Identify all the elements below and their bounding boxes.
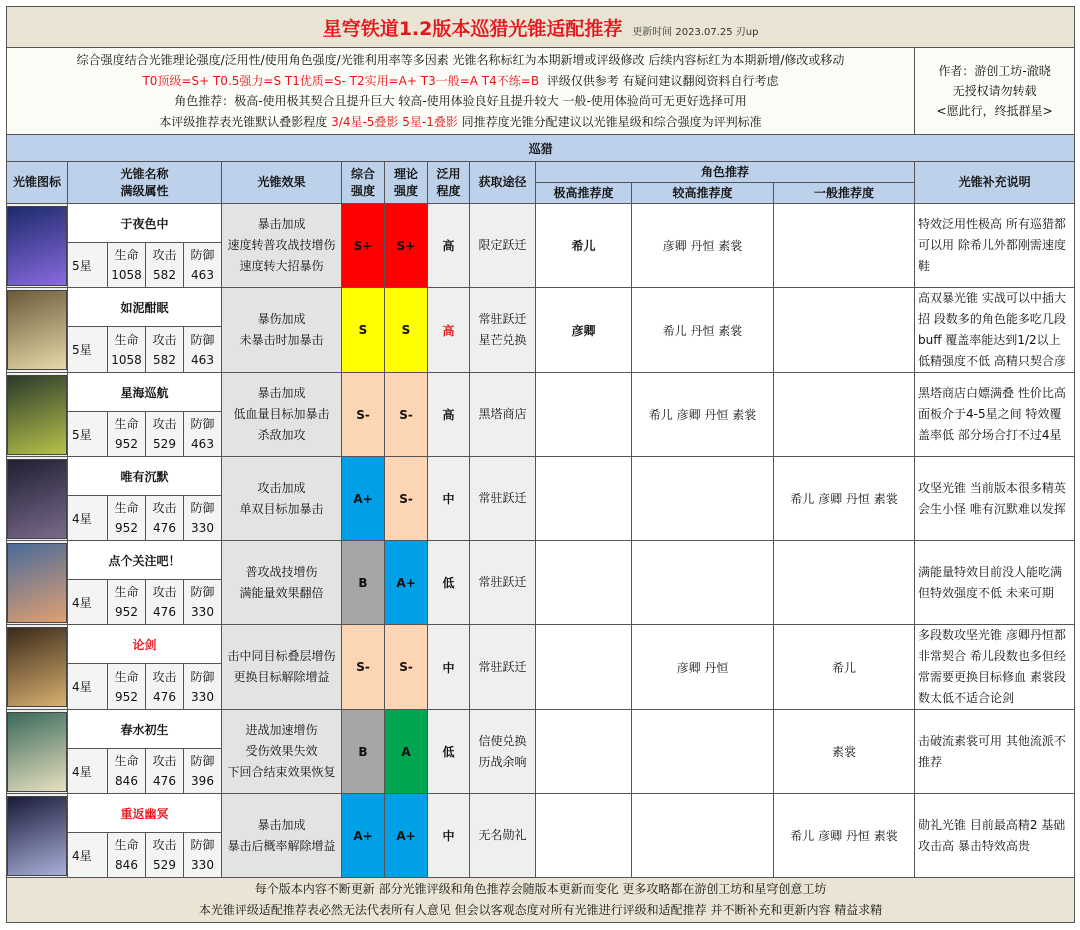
- cone-source-line: 常驻跃迁: [478, 312, 527, 326]
- info-line-3: 角色推荐：极高-使用极其契合且提升巨大 较高-使用体验良好且提升较大 一般-使用体验尚可无更好选择可用: [174, 94, 747, 108]
- cone-note-line: 数太低不适合论剑: [918, 691, 1015, 705]
- hp-stat-value: 952: [115, 521, 138, 535]
- cone-notes: [915, 288, 1075, 373]
- cone-effect-line: 下回合结束效果恢复: [227, 765, 336, 779]
- cone-effect-line: 暴击加成: [257, 217, 306, 231]
- superimpose-legend: 3/4星-5叠影 5星-1叠影: [331, 114, 458, 129]
- cone-effect-line: 杀敌加攻: [257, 428, 306, 442]
- normal-recommend: 素裳: [774, 710, 915, 794]
- title-bar: [7, 7, 1075, 48]
- hp-stat-label: 生命: [114, 501, 139, 515]
- cone-portrait-icon: [7, 796, 67, 876]
- def-stat-label: 防御: [190, 501, 215, 515]
- cone-portrait-icon: [7, 206, 67, 286]
- hp-stat-label: 生命: [114, 838, 139, 852]
- cone-notes: [915, 457, 1075, 541]
- cone-effect-line: 速度转普攻战技增伤: [227, 238, 336, 252]
- info-line-4-a: 本评级推荐表光锥默认叠影程度: [159, 114, 328, 129]
- def-stat-value: 463: [191, 268, 214, 282]
- general-rating: 中: [428, 625, 470, 710]
- hp-stat-label: 生命: [114, 248, 139, 262]
- overall-rating: B: [342, 541, 385, 625]
- cone-source: [470, 625, 536, 710]
- atk-stat: [146, 833, 184, 878]
- cone-note-line: 盖率低 部分场合打不过4星: [918, 428, 1062, 442]
- def-stat: [184, 833, 222, 878]
- cone-effect-line: 攻击加成: [257, 480, 306, 495]
- cone-notes: [915, 625, 1075, 710]
- def-stat: [184, 412, 222, 457]
- overall-rating: S-: [342, 625, 385, 710]
- high-recommend: [632, 541, 774, 625]
- atk-stat-label: 攻击: [152, 501, 177, 515]
- cone-source: [470, 288, 536, 373]
- overall-rating: S: [342, 288, 385, 373]
- cone-source: [470, 373, 536, 457]
- cone-source: [470, 794, 536, 878]
- general-rating: 低: [428, 710, 470, 794]
- cone-image-cell: [7, 541, 68, 625]
- footer-line-1: 每个版本内容不断更新 部分光锥评级和角色推荐会随版本更新而变化 更多攻略都在游创工坊和星穹创意工坊: [254, 882, 827, 896]
- def-stat-value: 330: [191, 689, 214, 704]
- cone-image-cell: [7, 204, 68, 288]
- def-stat-label: 防御: [190, 585, 215, 599]
- def-stat-value: 330: [191, 605, 214, 619]
- cone-notes: [915, 710, 1075, 794]
- info-line-4: [7, 112, 914, 133]
- high-recommend: 彦卿 丹恒: [632, 625, 774, 710]
- def-stat-label: 防御: [190, 838, 215, 852]
- theory-rating: S-: [385, 625, 428, 710]
- very-high-recommend: 希儿: [536, 204, 632, 288]
- cone-row: [7, 457, 1075, 496]
- atk-stat-label: 攻击: [152, 417, 177, 431]
- high-recommend: 彦卿 丹恒 素裳: [632, 204, 774, 288]
- def-stat: [184, 496, 222, 541]
- cone-image-cell: [7, 625, 68, 710]
- hp-stat: [108, 749, 146, 794]
- cone-source: [470, 541, 536, 625]
- cone-effect: [222, 710, 342, 794]
- atk-stat-value: 529: [153, 437, 176, 451]
- normal-recommend: [774, 288, 915, 373]
- star-rarity: 4星: [68, 749, 108, 794]
- info-panel: [7, 48, 915, 135]
- hp-stat-value: 1058: [111, 352, 142, 367]
- star-rarity: 4星: [68, 496, 108, 541]
- cone-note-line: 常需要更换目标修血 素裳段: [918, 670, 1066, 684]
- def-stat-value: 330: [191, 858, 214, 872]
- cone-note-line: 多段数攻坚光锥 彦卿丹恒都: [918, 628, 1066, 642]
- col-general-header: [428, 162, 470, 204]
- general-rating: 低: [428, 541, 470, 625]
- normal-recommend: [774, 541, 915, 625]
- cone-row: [7, 794, 1075, 833]
- author-panel: [915, 48, 1075, 135]
- atk-stat-label: 攻击: [152, 669, 177, 684]
- cone-note-line: buff 覆盖率能达到1/2以上: [918, 333, 1061, 347]
- hp-stat-label: 生命: [114, 332, 139, 347]
- cone-note-line: 击破流素裳可用 其他流派不: [918, 733, 1066, 748]
- cone-name: 唯有沉默: [68, 457, 222, 496]
- def-stat-label: 防御: [190, 669, 215, 684]
- very-high-recommend: [536, 794, 632, 878]
- cone-notes: [915, 541, 1075, 625]
- hp-stat-value: 952: [115, 437, 138, 451]
- normal-recommend: [774, 204, 915, 288]
- atk-stat-value: 476: [153, 605, 176, 619]
- cone-name: 论剑: [68, 625, 222, 664]
- col-overall-header: [342, 162, 385, 204]
- cone-row: [7, 541, 1075, 580]
- cone-note-line: 推荐: [918, 754, 943, 769]
- cone-note-line: 可以用 除希儿外都刚需速度: [918, 238, 1066, 252]
- cone-note-line: 满能量特效目前没人能吃满: [918, 564, 1063, 579]
- cone-effect: [222, 457, 342, 541]
- author-name: 作者：游创工坊-澈晓: [938, 64, 1051, 78]
- footer: [7, 878, 1075, 923]
- col-role-header: 角色推荐: [536, 162, 915, 183]
- cone-effect-line: 速度转大招暴伤: [239, 259, 324, 273]
- star-rarity: 4星: [68, 580, 108, 625]
- cone-note-line: 非常契合 希儿段数也多但经: [918, 649, 1066, 663]
- star-rarity: 5星: [68, 243, 108, 288]
- cone-note-line: 黑塔商店白嫖满叠 性价比高: [918, 386, 1066, 400]
- hp-stat-value: 952: [115, 689, 138, 704]
- col-general-b: 程度: [436, 183, 461, 198]
- high-recommend: [632, 794, 774, 878]
- atk-stat-label: 攻击: [152, 838, 177, 852]
- very-high-recommend: [536, 457, 632, 541]
- atk-stat: [146, 580, 184, 625]
- hp-stat-value: 846: [115, 774, 138, 788]
- theory-rating: S+: [385, 204, 428, 288]
- atk-stat-value: 476: [153, 521, 176, 535]
- hp-stat: [108, 664, 146, 710]
- hp-stat: [108, 833, 146, 878]
- hp-stat-label: 生命: [114, 669, 139, 684]
- footer-row: [7, 878, 1075, 923]
- cone-note-line: 招 段数多的角色能多吃几段: [918, 312, 1066, 326]
- cone-notes: [915, 794, 1075, 878]
- hp-stat-value: 952: [115, 605, 138, 619]
- def-stat: [184, 580, 222, 625]
- general-rating: 中: [428, 457, 470, 541]
- def-stat-value: 330: [191, 521, 214, 535]
- cone-image-cell: [7, 710, 68, 794]
- cone-effect-line: 击中同目标叠层增伤: [227, 649, 336, 663]
- atk-stat: [146, 749, 184, 794]
- cone-note-line: 鞋: [918, 259, 931, 273]
- hp-stat: [108, 327, 146, 373]
- atk-stat-label: 攻击: [152, 248, 177, 262]
- update-time: 更新时间 2023.07.25 刃up: [632, 26, 759, 38]
- cone-image-cell: [7, 794, 68, 878]
- col-overall-a: 综合: [350, 166, 375, 181]
- cone-effect-line: 受伤效果失效: [245, 744, 318, 758]
- section-title: 巡猎: [7, 135, 1075, 162]
- cone-row: [7, 373, 1075, 412]
- cone-portrait-icon: [7, 375, 67, 455]
- cone-effect: [222, 204, 342, 288]
- cone-source-line: 信使兑换: [478, 733, 527, 748]
- hp-stat-value: 846: [115, 858, 138, 872]
- atk-stat-value: 476: [153, 774, 176, 788]
- normal-recommend: 希儿 彦卿 丹恒 素裳: [774, 457, 915, 541]
- cone-recommendation-sheet: [6, 6, 1074, 923]
- cone-effect-line: 单双目标加暴击: [239, 501, 324, 516]
- col-overall-b: 强度: [350, 183, 375, 198]
- tier-legend: T0顶级=S+ T0.5强力=S T1优质=S- T2实用=A+ T3一般=A T4不练=B: [142, 73, 540, 88]
- col-general-a: 泛用: [436, 166, 461, 181]
- general-rating: 高: [428, 204, 470, 288]
- cone-row: [7, 204, 1075, 243]
- cone-effect-line: 暴击后概率解除增益: [227, 838, 336, 853]
- cone-note-line: 特效泛用性极高 所有巡猎都: [918, 217, 1066, 231]
- hp-stat: [108, 412, 146, 457]
- cone-portrait-icon: [7, 543, 67, 623]
- atk-stat: [146, 664, 184, 710]
- col-theory-header: [385, 162, 428, 204]
- atk-stat: [146, 496, 184, 541]
- star-rarity: 4星: [68, 833, 108, 878]
- col-attr-label: 满级属性: [120, 183, 169, 198]
- cone-effect: [222, 541, 342, 625]
- normal-recommend: [774, 373, 915, 457]
- overall-rating: A+: [342, 794, 385, 878]
- col-name-label: 光锥名称: [120, 166, 169, 181]
- cone-notes: [915, 204, 1075, 288]
- info-line-2-tail: 评级仅供参考 有疑问建议翻阅资料自行考虑: [546, 73, 779, 88]
- cone-note-line: 攻坚光锥 当前版本很多精英: [918, 480, 1066, 495]
- cone-note-line: 勋礼光锥 目前最高精2 基础: [918, 817, 1066, 832]
- col-high-header: 较高推荐度: [632, 183, 774, 204]
- cone-effect: [222, 794, 342, 878]
- cone-row: [7, 710, 1075, 749]
- def-stat-label: 防御: [190, 754, 215, 768]
- overall-rating: A+: [342, 457, 385, 541]
- theory-rating: S-: [385, 373, 428, 457]
- cone-effect-line: 暴击加成: [257, 817, 306, 832]
- overall-rating: S+: [342, 204, 385, 288]
- normal-recommend: 希儿: [774, 625, 915, 710]
- cone-note-line: 低精强度不低 高精只契合彦: [918, 354, 1066, 368]
- col-icon-header: 光锥图标: [7, 162, 68, 204]
- atk-stat-label: 攻击: [152, 754, 177, 768]
- atk-stat-label: 攻击: [152, 585, 177, 599]
- theory-rating: S: [385, 288, 428, 373]
- high-recommend: 希儿 丹恒 素裳: [632, 288, 774, 373]
- high-recommend: [632, 457, 774, 541]
- cone-effect: [222, 373, 342, 457]
- cone-source: [470, 204, 536, 288]
- atk-stat: [146, 412, 184, 457]
- cone-note-line: 会生小怪 唯有沉默难以发挥: [918, 501, 1066, 516]
- atk-stat: [146, 327, 184, 373]
- cone-source-line: 无名勋礼: [478, 828, 527, 842]
- def-stat-label: 防御: [190, 417, 215, 431]
- hp-stat: [108, 243, 146, 288]
- col-theory-b: 强度: [393, 183, 418, 198]
- def-stat: [184, 749, 222, 794]
- cone-effect-line: 更换目标解除增益: [233, 670, 330, 684]
- star-rarity: 4星: [68, 664, 108, 710]
- cone-notes: [915, 373, 1075, 457]
- cone-source-line: 常驻跃迁: [478, 659, 527, 674]
- very-high-recommend: 彦卿: [536, 288, 632, 373]
- col-very-high-header: 极高推荐度: [536, 183, 632, 204]
- cone-effect-line: 低血量目标加暴击: [233, 407, 330, 421]
- atk-stat-label: 攻击: [152, 332, 177, 347]
- cone-portrait-icon: [7, 290, 67, 370]
- cone-name: 如泥酣眠: [68, 288, 222, 327]
- cone-note-line: 面板介于4-5星之间 特效覆: [918, 407, 1062, 421]
- cone-portrait-icon: [7, 712, 67, 792]
- cone-source-line: 常驻跃迁: [478, 575, 527, 589]
- atk-stat: [146, 243, 184, 288]
- def-stat-value: 463: [191, 352, 214, 367]
- cone-name: 点个关注吧！: [68, 541, 222, 580]
- info-line-1: 综合强度结合光锥理论强度/泛用性/使用角色强度/光锥利用率等多因素 光锥名称标红为本期新增或评级修改 后续内容标红为本期新增/修改或移动: [76, 53, 845, 67]
- def-stat: [184, 327, 222, 373]
- very-high-recommend: [536, 625, 632, 710]
- cone-effect-line: 普攻战技增伤: [245, 564, 318, 579]
- very-high-recommend: [536, 541, 632, 625]
- cone-name: 于夜色中: [68, 204, 222, 243]
- cone-effect-line: 暴伤加成: [257, 312, 306, 326]
- theory-rating: S-: [385, 457, 428, 541]
- col-normal-header: 一般推荐度: [774, 183, 915, 204]
- star-rarity: 5星: [68, 327, 108, 373]
- def-stat-label: 防御: [190, 332, 215, 347]
- theory-rating: A+: [385, 794, 428, 878]
- def-stat-value: 463: [191, 437, 214, 451]
- col-notes-header: 光锥补充说明: [915, 162, 1075, 204]
- def-stat: [184, 243, 222, 288]
- overall-rating: S-: [342, 373, 385, 457]
- high-recommend: [632, 710, 774, 794]
- cone-source-line: 历战余响: [478, 754, 527, 769]
- cone-name: 重返幽冥: [68, 794, 222, 833]
- col-theory-a: 理论: [393, 166, 418, 181]
- cone-effect-line: 未暴击时加暴击: [239, 333, 324, 347]
- general-rating: 高: [428, 288, 470, 373]
- col-source-header: 获取途径: [470, 162, 536, 204]
- footer-line-2: 本光锥评级适配推荐表必然无法代表所有人意见 但会以客观态度对所有光锥进行评级和适配推荐 并不断补充和更新内容 精益求精: [198, 903, 883, 917]
- hp-stat: [108, 496, 146, 541]
- main-table: [6, 6, 1075, 923]
- cone-source-line: 限定跃迁: [478, 238, 527, 252]
- high-recommend: 希儿 彦卿 丹恒 素裳: [632, 373, 774, 457]
- cone-image-cell: [7, 288, 68, 373]
- cone-effect-line: 满能量效果翻倍: [239, 585, 324, 600]
- hp-stat-label: 生命: [114, 417, 139, 431]
- cone-effect: [222, 625, 342, 710]
- general-rating: 中: [428, 794, 470, 878]
- very-high-recommend: [536, 710, 632, 794]
- star-rarity: 5星: [68, 412, 108, 457]
- cone-image-cell: [7, 457, 68, 541]
- cone-row: [7, 288, 1075, 327]
- cone-image-cell: [7, 373, 68, 457]
- cone-source: [470, 457, 536, 541]
- def-stat-value: 396: [191, 774, 214, 788]
- atk-stat-value: 582: [153, 268, 176, 282]
- cone-name: 春水初生: [68, 710, 222, 749]
- hp-stat-label: 生命: [114, 585, 139, 599]
- cone-effect-line: 进战加速增伤: [245, 723, 318, 737]
- cone-note-line: 高双暴光锥 实战可以中插大: [918, 291, 1066, 305]
- cone-note-line: 但特效强度不低 未来可期: [918, 585, 1054, 600]
- atk-stat-value: 476: [153, 689, 176, 704]
- info-line-4-b: 同推荐度光锥分配建议以光锥星级和综合强度为评判标准: [461, 114, 762, 129]
- cone-source-line: 星芒兑换: [478, 333, 527, 347]
- page-title: 星穹铁道1.2版本巡猎光锥适配推荐: [322, 17, 623, 40]
- col-name-header: [68, 162, 222, 204]
- cone-source-line: 常驻跃迁: [478, 491, 527, 505]
- info-line-2: [7, 71, 914, 92]
- atk-stat-value: 529: [153, 858, 176, 872]
- cone-source: [470, 710, 536, 794]
- normal-recommend: 希儿 彦卿 丹恒 素裳: [774, 794, 915, 878]
- theory-rating: A: [385, 710, 428, 794]
- cone-portrait-icon: [7, 459, 67, 539]
- cone-name: 星海巡航: [68, 373, 222, 412]
- very-high-recommend: [536, 373, 632, 457]
- cone-source-line: 黑塔商店: [478, 407, 527, 421]
- cone-note-line: 攻击高 暴击特效高贵: [918, 838, 1030, 853]
- copyright-note: 无授权请勿转载: [952, 84, 1037, 98]
- def-stat-label: 防御: [190, 248, 215, 262]
- cone-effect-line: 暴击加成: [257, 386, 306, 400]
- hp-stat: [108, 580, 146, 625]
- def-stat: [184, 664, 222, 710]
- hp-stat-value: 1058: [111, 268, 142, 282]
- overall-rating: B: [342, 710, 385, 794]
- general-rating: 高: [428, 373, 470, 457]
- col-effect-header: 光锥效果: [222, 162, 342, 204]
- atk-stat-value: 582: [153, 352, 176, 367]
- cone-portrait-icon: [7, 627, 67, 707]
- theory-rating: A+: [385, 541, 428, 625]
- hp-stat-label: 生命: [114, 754, 139, 768]
- author-motto: <愿此行，终抵群星>: [936, 104, 1053, 118]
- cone-effect: [222, 288, 342, 373]
- cone-row: [7, 625, 1075, 664]
